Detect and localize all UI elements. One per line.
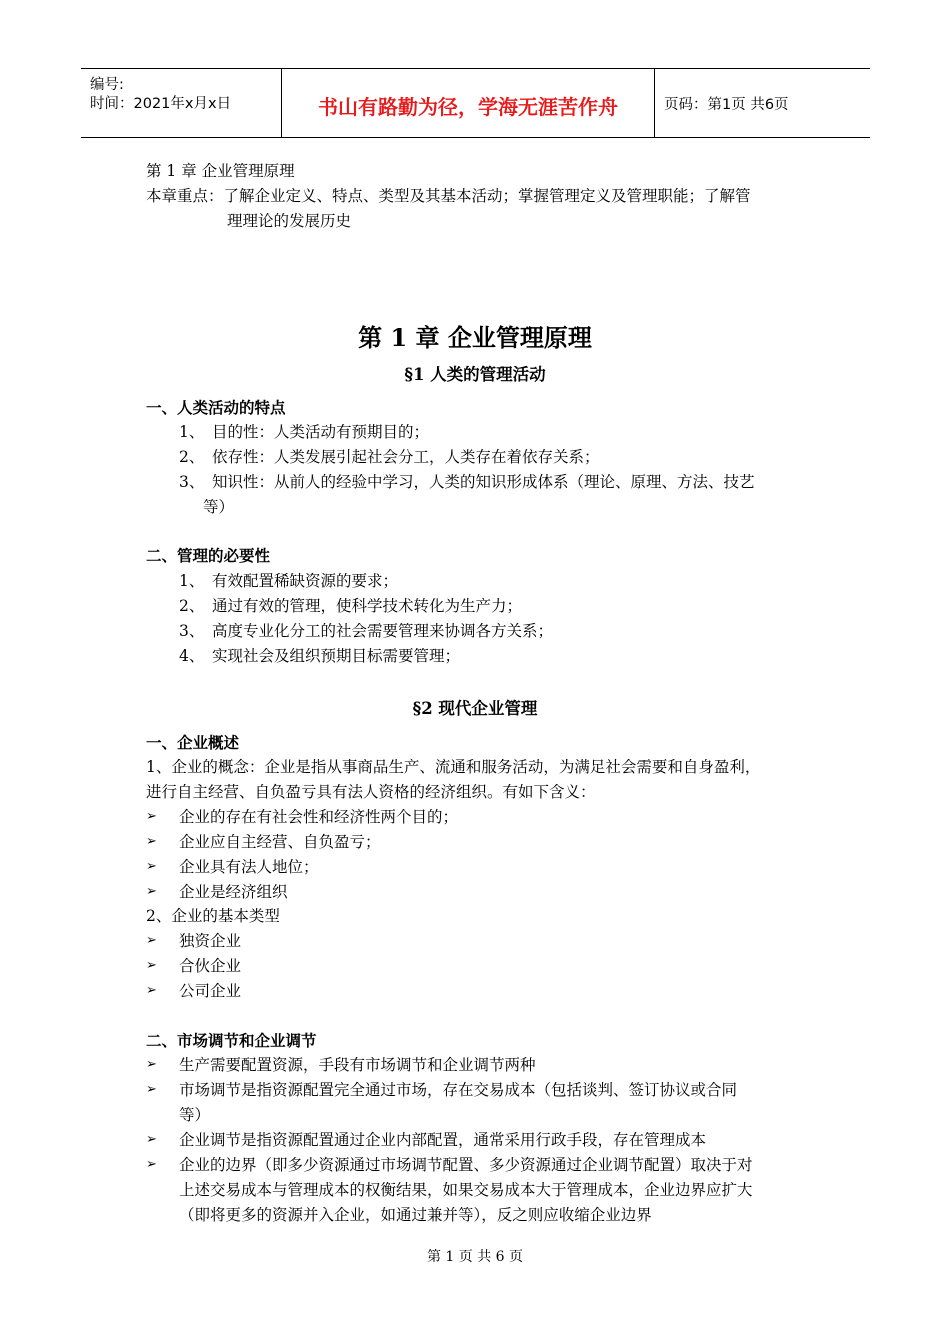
bullet-arrow-icon: ➢ [146,809,157,824]
section1-part2-heading: 二、管理的必要性 [146,546,271,565]
list-item-num: 1、 [179,423,205,441]
list-item: 依存性：人类发展引起社会分工，人类存在着依存关系； [212,448,600,466]
page-footer: 第 1 页 共 6 页 [426,1249,524,1265]
bullet-item: 企业调节是指资源配置通过企业内部配置，通常采用行政手段，存在管理成本 [179,1131,707,1149]
bullet-arrow-icon: ➢ [146,1082,157,1097]
list-item: 目的性：人类活动有预期目的； [212,423,430,441]
bullet-arrow-icon: ➢ [146,933,157,948]
header-motto: 书山有路勤为径，学海无涯苦作舟 [318,95,618,119]
bullet-item: 企业具有法人地位； [179,858,319,876]
intro-focus-line2: 理理论的发展历史 [227,212,352,230]
bullet-arrow-icon: ➢ [146,983,157,998]
page-header [81,68,870,138]
header-time-label: 时间：2021年x月x日 [90,96,232,112]
list-item-num: 2、 [179,597,205,615]
bullet-item-continuation: 等） [179,1106,211,1124]
bullet-item: 生产需要配置资源，手段有市场调节和企业调节两种 [179,1056,536,1074]
chapter-title: 第 1 章 企业管理原理 [358,323,592,352]
bullet-item: 合伙企业 [179,957,242,975]
list-item: 实现社会及组织预期目标需要管理； [212,647,461,665]
bullet-arrow-icon: ➢ [146,859,157,874]
bullet-item: 独资企业 [179,932,242,950]
bullet-item-continuation: 上述交易成本与管理成本的权衡结果，如果交易成本大于管理成本，企业边界应扩大 [179,1181,753,1199]
intro-chapter-line: 第 1 章 企业管理原理 [146,162,295,180]
concept-line2: 进行自主经营、自负盈亏具有法人资格的经济组织。有如下含义： [146,783,596,801]
list-item: 高度专业化分工的社会需要管理来协调各方关系； [212,622,554,640]
bullet-item-continuation: （即将更多的资源并入企业，如通过兼并等），反之则应收缩企业边界 [179,1206,652,1224]
bullet-item: 企业的存在有社会性和经济性两个目的； [179,808,459,826]
bullet-item: 企业的边界（即多少资源通过市场调节配置、多少资源通过企业调节配置）取决于对 [179,1156,753,1174]
list-item-continuation: 等） [203,498,235,516]
section2-part2-heading: 二、市场调节和企业调节 [146,1031,317,1050]
header-page-info: 页码：第1页 共6页 [664,97,789,113]
list-item-num: 4、 [179,647,205,665]
list-item: 有效配置稀缺资源的要求； [212,572,399,590]
bullet-arrow-icon: ➢ [146,1132,157,1147]
types-heading: 2、企业的基本类型 [146,907,280,925]
concept-line1: 1、企业的概念：企业是指从事商品生产、流通和服务活动，为满足社会需要和自身盈利， [146,758,761,776]
list-item: 通过有效的管理，使科学技术转化为生产力； [212,597,523,615]
bullet-item: 公司企业 [179,982,242,1000]
list-item-num: 3、 [179,622,205,640]
header-page-cell [654,69,870,137]
section2-part1-heading: 一、企业概述 [146,733,240,752]
bullet-arrow-icon: ➢ [146,834,157,849]
bullet-arrow-icon: ➢ [146,1157,157,1172]
bullet-arrow-icon: ➢ [146,958,157,973]
section1-title: §1 人类的管理活动 [404,365,546,384]
bullet-item: 企业应自主经营、自负盈亏； [179,833,381,851]
section1-part1-heading: 一、人类活动的特点 [146,398,286,417]
header-motto-cell [281,69,655,137]
list-item-num: 2、 [179,448,205,466]
list-item-num: 3、 [179,473,205,491]
intro-focus-line1: 本章重点：了解企业定义、特点、类型及其基本活动；掌握管理定义及管理职能；了解管 [146,187,751,205]
list-item-num: 1、 [179,572,205,590]
bullet-item: 市场调节是指资源配置完全通过市场，存在交易成本（包括谈判、签订协议或合同 [179,1081,738,1099]
bullet-arrow-icon: ➢ [146,1057,157,1072]
section2-title: §2 现代企业管理 [412,699,538,718]
list-item: 知识性：从前人的经验中学习，人类的知识形成体系（理论、原理、方法、技艺 [212,473,755,491]
header-number-label: 编号: [90,77,124,93]
header-meta-cell [81,69,281,137]
bullet-item: 企业是经济组织 [179,883,288,901]
bullet-arrow-icon: ➢ [146,884,157,899]
